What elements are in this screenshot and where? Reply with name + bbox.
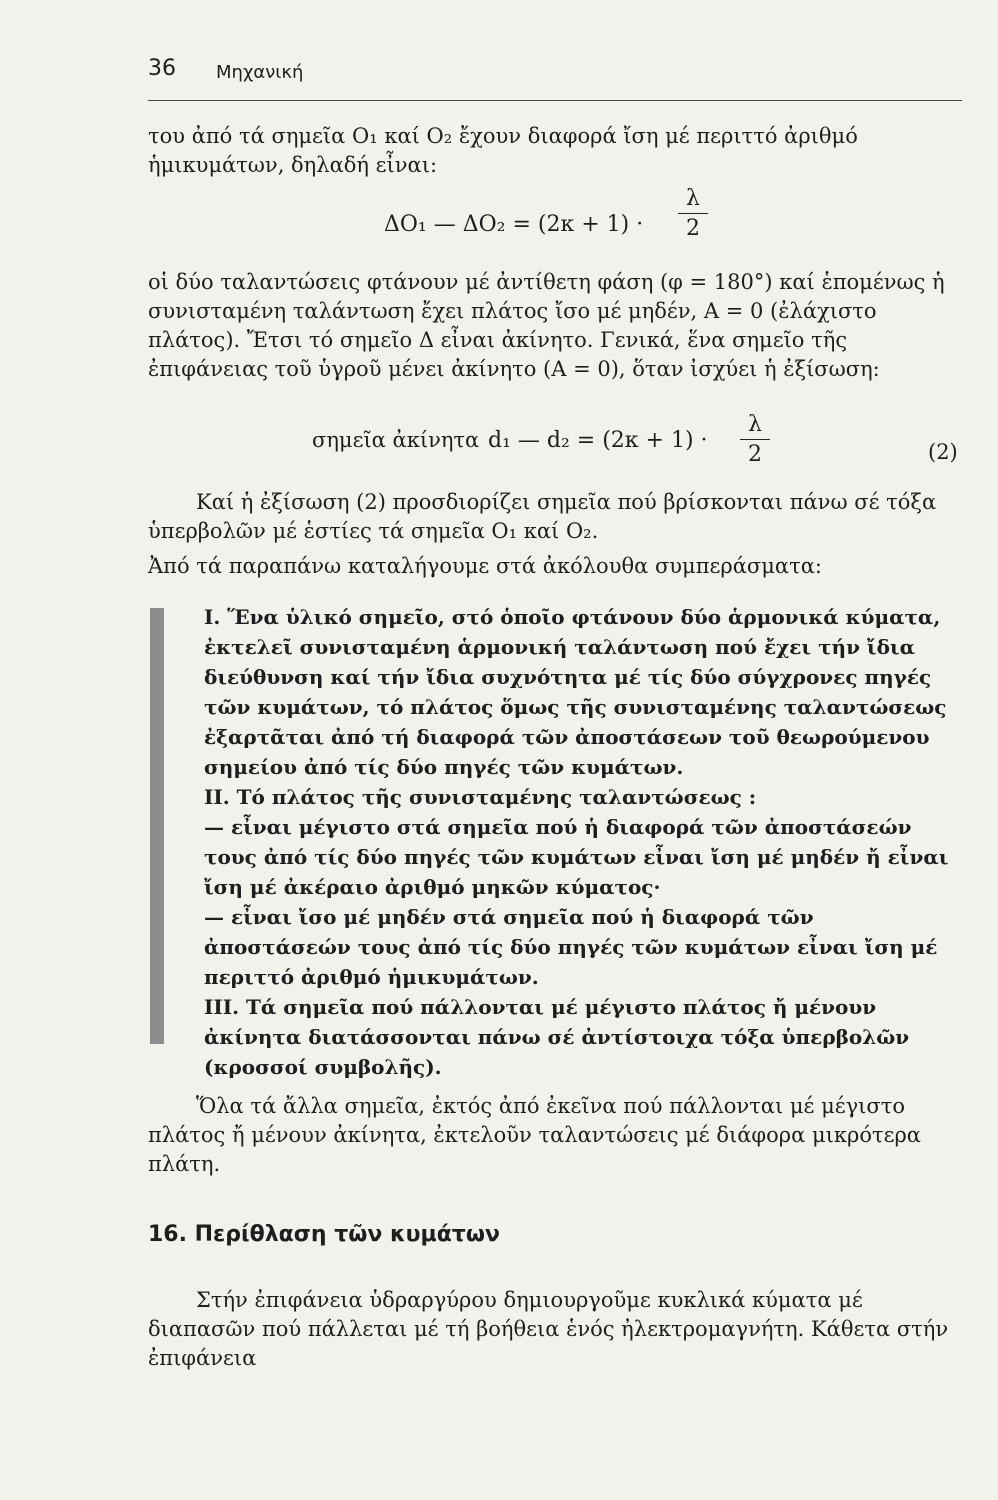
paragraph-other-points: Ὅλα τά ἄλλα σημεῖα, ἐκτός ἀπό ἐκεῖνα πού πάλλονται μέ μέγιστο πλάτος ἤ μένουν ἀκίνητα, ἐκτελοῦν ταλαντώσεις μέ διάφορα μικρότερα πλάτη. <box>148 1094 921 1176</box>
equation-2-label: σημεῖα ἀκίνητα <box>312 428 480 452</box>
conclusion-ii: II. Τό πλάτος τῆς συνισταμένης ταλαντώσεως : <box>204 785 757 809</box>
conclusion-iii: III. Τά σημεῖα πού πάλλονται μέ μέγιστο πλάτος ἤ μένουν ἀκίνητα διατάσσονται πάνω σέ ἀντίστοιχα τόξα ὑπερβολῶν (κροσσοί συμβολῆς). <box>204 995 910 1079</box>
conclusion-i: I. Ἕνα ὑλικό σημεῖο, στό ὁποῖο φτάνουν δύο ἁρμονικά κύματα, ἐκτελεῖ συνισταμένη ἁρμονική ταλάντωση πού ἔχει τήν ἴδια διεύθυνση καί τήν ἴδια συχνότητα μέ τίς δύο σύγχρονες πηγές τῶν κυμάτων, τό πλάτος ὅμως τῆς συνισταμένης ταλαντώσεως ἐξαρτᾶται ἀπό τή διαφορά τῶν ἀποστάσεων τοῦ θεωρούμενου σημείου ἀπό τίς δύο πηγές τῶν κυμάτων. <box>204 605 947 779</box>
section-heading: 16. Περίθλαση τῶν κυμάτων <box>148 1222 500 1247</box>
conclusion-ii-maximum: — εἶναι μέγιστο στά σημεῖα πού ἡ διαφορά τῶν ἀποστάσεών τους ἀπό τίς δύο πηγές τῶν κυμάτων εἶναι ἴση μέ μηδέν ἤ εἶναι ἴση μέ ἀκέραιο ἀριθμό μηκῶν κύματος· <box>204 815 949 899</box>
equation-1-fraction <box>678 186 708 241</box>
fraction-numerator: λ <box>748 412 762 437</box>
fraction-bar <box>678 213 708 214</box>
equation-2-tag: (2) <box>928 440 958 464</box>
equation-2-fraction <box>740 412 770 467</box>
highlight-sidebar-bar <box>150 608 164 1044</box>
paragraph-intro: του ἀπό τά σημεῖα O₁ καί O₂ ἔχουν διαφορά ἴση μέ περιττό ἀριθμό ἡμικυμάτων, δηλαδή εἶναι: <box>148 124 858 177</box>
fraction-bar <box>740 439 770 440</box>
fraction-numerator: λ <box>686 186 700 211</box>
equation-1-lhs: ΔO₁ — ΔO₂ = (2κ + 1) · <box>384 212 644 237</box>
paragraph-antiphase: οἱ δύο ταλαντώσεις φτάνουν μέ ἀντίθετη φάση (φ = 180°) καί ἑπομένως ἡ συνισταμένη ταλάντωση ἔχει πλάτος ἴσο μέ μηδέν, A = 0 (ἐλάχιστο πλάτος). Ἔτσι τό σημεῖο Δ εἶναι ἀκίνητο. Γενικά, ἕνα σημεῖο τῆς ἐπιφάνειας τοῦ ὑγροῦ μένει ἀκίνητο (A = 0), ὅταν ἰσχύει ἡ ἐξίσωση: <box>148 270 945 381</box>
fraction-denominator: 2 <box>748 442 762 467</box>
paragraph-hyperbolas: Καί ἡ ἐξίσωση (2) προσδιορίζει σημεῖα πού βρίσκονται πάνω σέ τόξα ὑπερβολῶν μέ ἑστίες τά σημεῖα O₁ καί O₂. <box>148 490 937 543</box>
paragraph-conclusions-lead: Ἀπό τά παραπάνω καταλήγουμε στά ἀκόλουθα συμπεράσματα: <box>148 554 822 578</box>
page-number: 36 <box>148 56 176 81</box>
running-title: Μηχανική <box>216 62 304 83</box>
equation-2-lhs: d₁ — d₂ = (2κ + 1) · <box>488 428 708 453</box>
conclusion-ii-zero: — εἶναι ἴσο μέ μηδέν στά σημεῖα πού ἡ διαφορά τῶν ἀποστάσεών τους ἀπό τίς δύο πηγές τῶν κυμάτων εἶναι ἴση μέ περιττό ἀριθμό ἡμικυμάτων. <box>204 905 938 989</box>
page-header <box>148 56 962 101</box>
paragraph-diffraction: Στήν ἐπιφάνεια ὑδραργύρου δημιουργοῦμε κυκλικά κύματα μέ διαπασῶν πού πάλλεται μέ τή βοήθεια ἑνός ἠλεκτρομαγνήτη. Κάθετα στήν ἐπιφάνεια <box>148 1288 949 1370</box>
fraction-denominator: 2 <box>686 216 700 241</box>
